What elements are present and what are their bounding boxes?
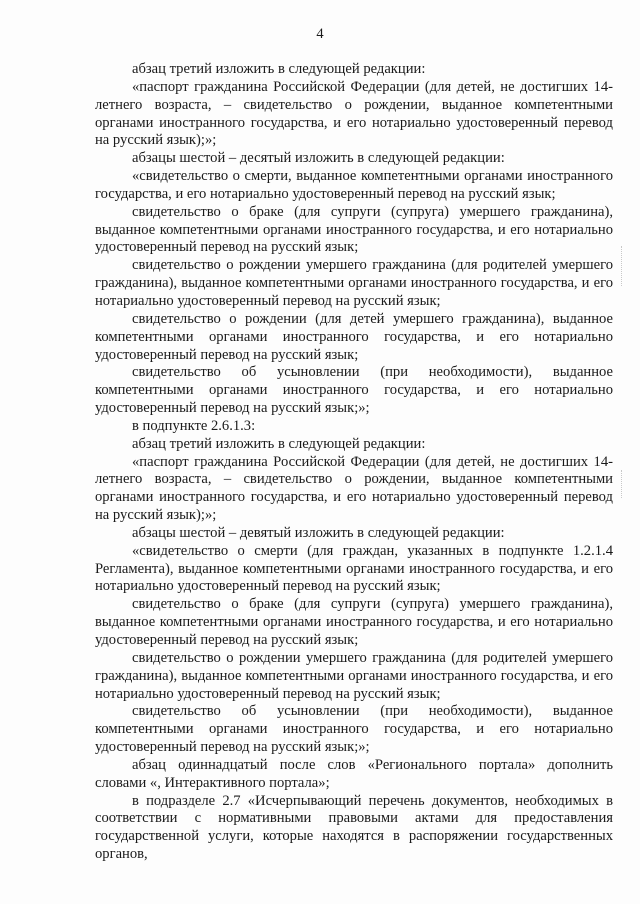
paragraph-13: «свидетельство о смерти (для граждан, указанных в подпункте 1.2.1.4 Регламента), выданное компетентными органами иностранного государства, и его нотариально удостоверенный перевод на русский язык; bbox=[95, 542, 613, 595]
paragraph-3: абзацы шестой – десятый изложить в следующей редакции: bbox=[132, 150, 505, 167]
paragraph-11: «паспорт гражданина Российской Федерации (для детей, не достигших 14-летнего возраста, – свидетельство о рождении, выданное компетентными органами иностранного государства, и его нотариально удостоверенный перевод на русский язык);»; bbox=[95, 453, 613, 524]
page-number: 4 bbox=[316, 26, 324, 42]
paragraph-12: абзацы шестой – девятый изложить в следующей редакции: bbox=[132, 524, 505, 541]
paragraph-8: свидетельство об усыновлении (при необходимости), выданное компетентными органами иностранного государства, и его нотариально удостоверенный перевод на русский язык;»; bbox=[95, 364, 613, 417]
paragraph-5: свидетельство о браке (для супруги (супруга) умершего гражданина), выданное компетентными органами иностранного государства, и его нотариально удостоверенный перевод на русский язык; bbox=[95, 203, 613, 256]
paragraph-7: свидетельство о рождении (для детей умершего гражданина), выданное компетентными органами иностранного государства, и его нотариально удостоверенный перевод на русский язык; bbox=[95, 310, 613, 363]
paragraph-2: «паспорт гражданина Российской Федерации (для детей, не достигших 14-летнего возраста, – свидетельство о рождении, выданное компетентными органами иностранного государства, и его нотариально удостоверенный перевод на русский язык);»; bbox=[95, 78, 613, 149]
scan-artifact bbox=[621, 470, 632, 498]
document-body bbox=[95, 61, 613, 864]
paragraph-4: «свидетельство о смерти, выданное компетентными органами иностранного государства, и его нотариально удостоверенный перевод на русский язык; bbox=[95, 168, 613, 202]
scan-artifact bbox=[621, 246, 632, 286]
paragraph-18: в подразделе 2.7 «Исчерпывающий перечень документов, необходимых в соответствии с нормативными правовыми актами для предоставления государственной услуги, которые находятся в распоряжении государственных органов, bbox=[95, 792, 613, 863]
paragraph-17: абзац одиннадцатый после слов «Регионального портала» дополнить словами «, Интерактивного портала»; bbox=[95, 756, 613, 791]
paragraph-6: свидетельство о рождении умершего гражданина (для родителей умершего гражданина), выданное компетентными органами иностранного государства, и его нотариально удостоверенный перевод на русский язык; bbox=[95, 257, 613, 309]
paragraph-1: абзац третий изложить в следующей редакции: bbox=[132, 61, 426, 77]
paragraph-9: в подпункте 2.6.1.3: bbox=[132, 417, 256, 434]
paragraph-16: свидетельство об усыновлении (при необходимости), выданное компетентными органами иностранного государства, и его нотариально удостоверенный перевод на русский язык;»; bbox=[95, 703, 613, 756]
paragraph-15: свидетельство о рождении умершего гражданина (для родителей умершего гражданина), выданное компетентными органами иностранного государства, и его нотариально удостоверенный перевод на русский язык; bbox=[95, 649, 613, 702]
paragraph-14: свидетельство о браке (для супруги (супруга) умершего гражданина), выданное компетентными органами иностранного государства, и его нотариально удостоверенный перевод на русский язык; bbox=[95, 596, 613, 648]
paragraph-10: абзац третий изложить в следующей редакции: bbox=[132, 435, 426, 452]
